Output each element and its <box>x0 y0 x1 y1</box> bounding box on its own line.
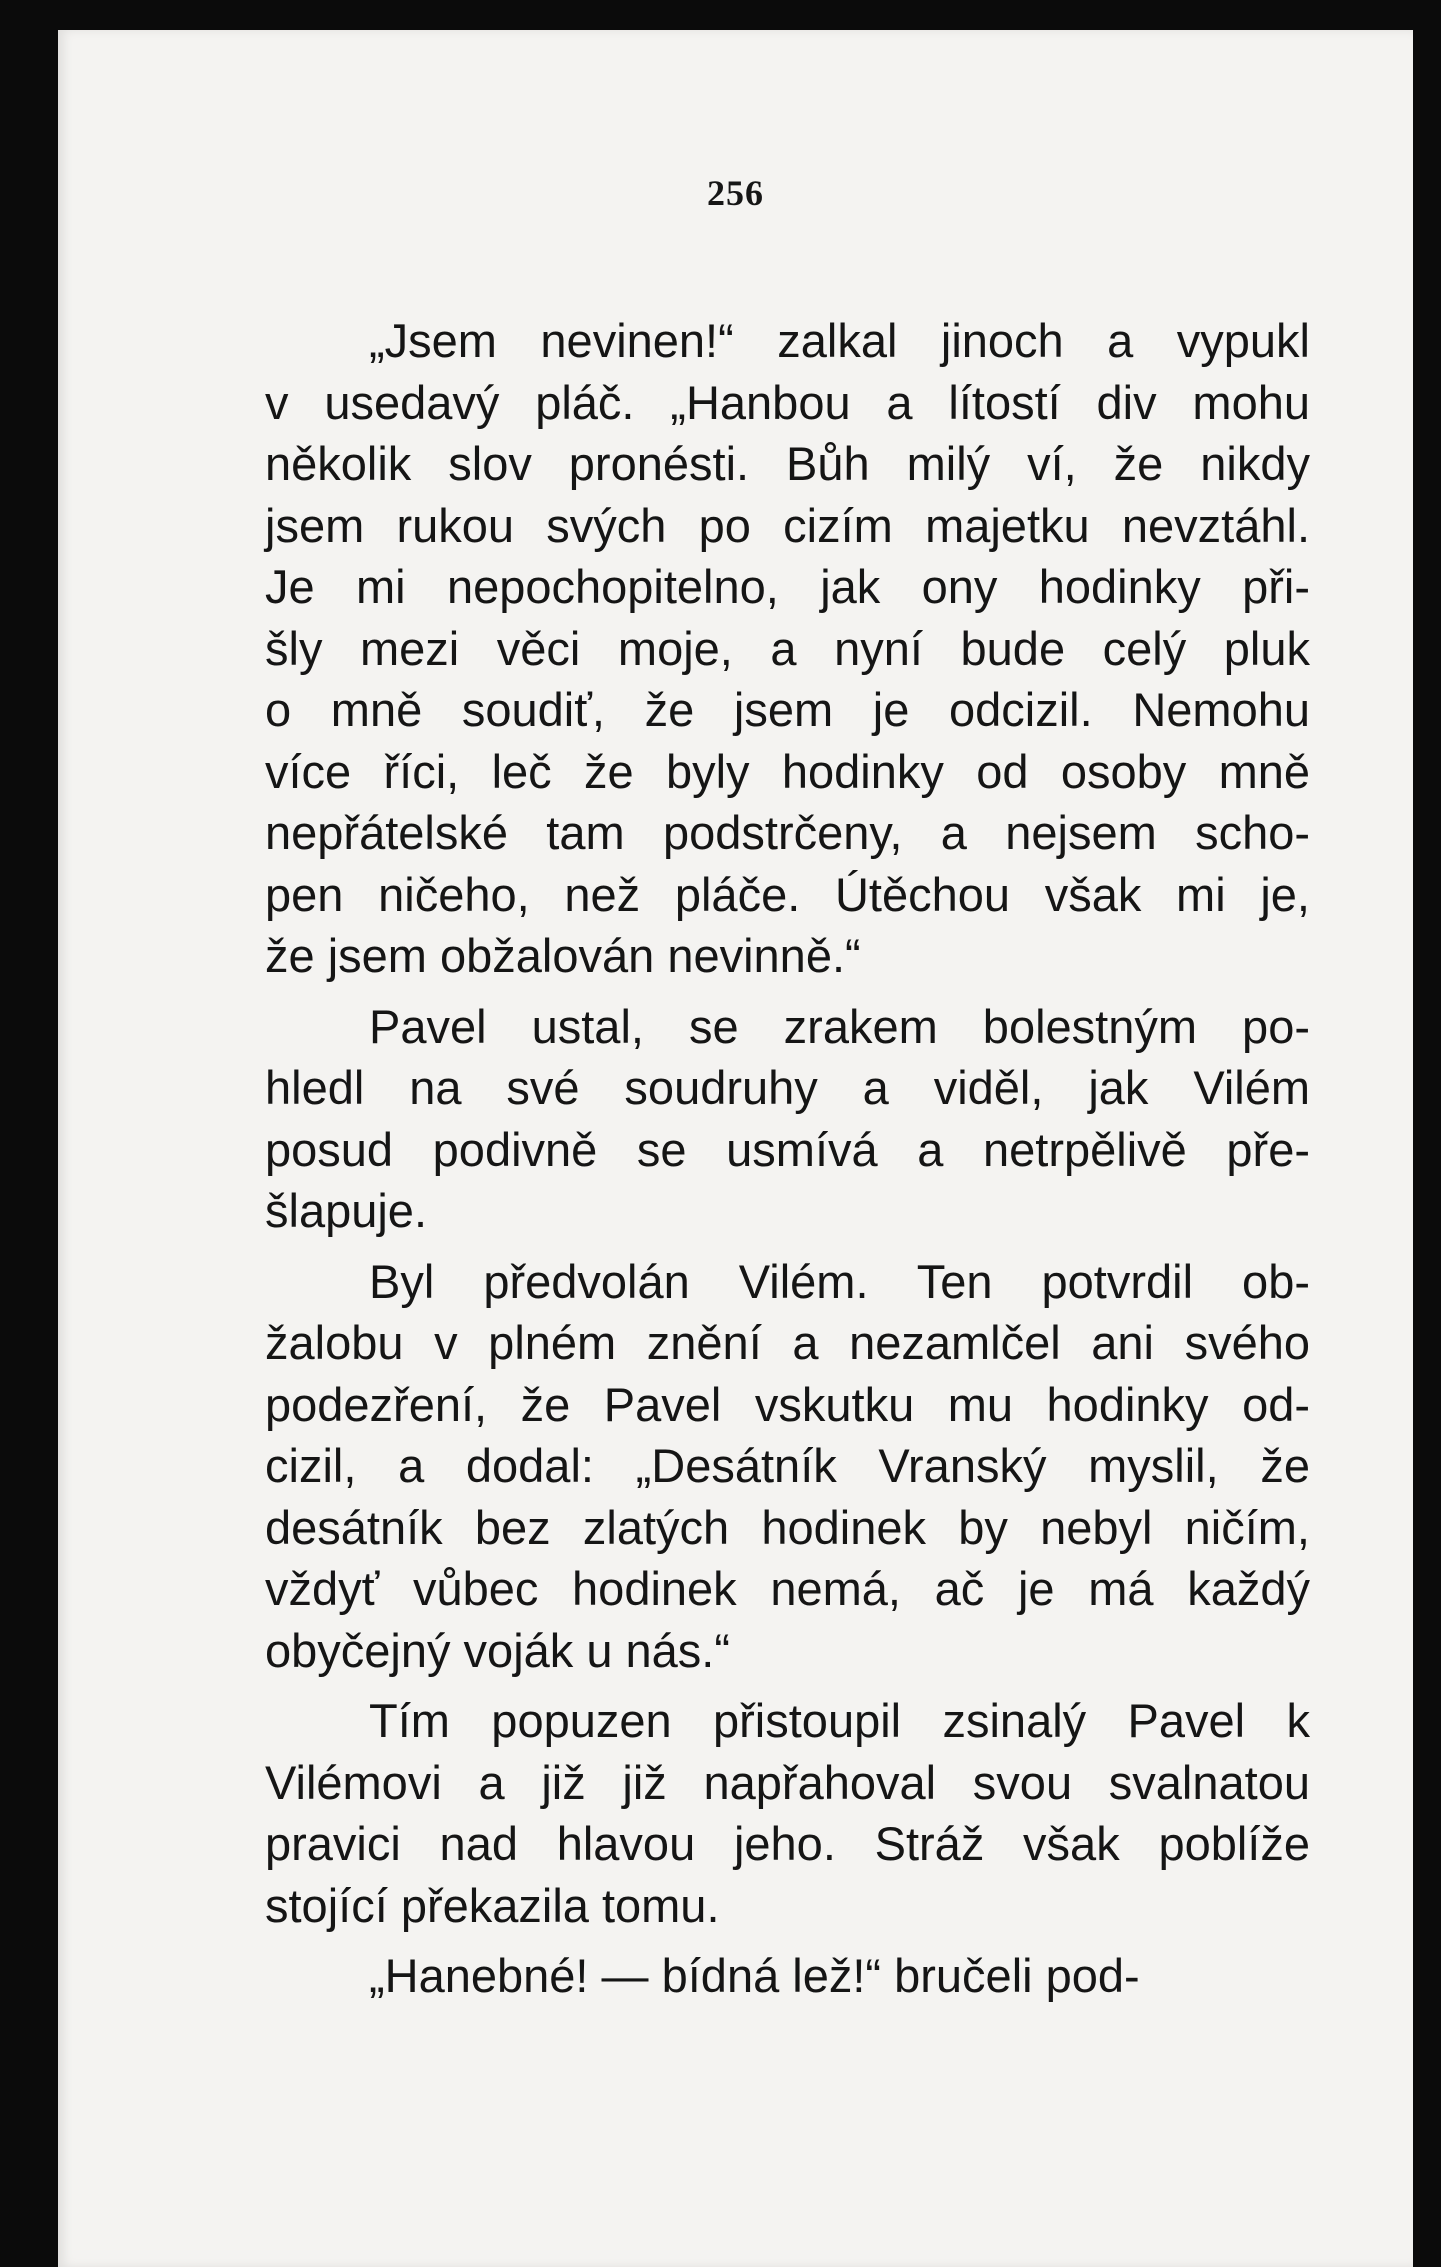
text-line: Je mi nepochopitelno, jak ony hodinky při- <box>265 560 1310 613</box>
text-line: hledl na své soudruhy a viděl, jak Vilém <box>265 1061 1310 1114</box>
text-line: stojící překazila tomu. <box>265 1878 720 1932</box>
text-line: o mně soudiť, že jsem je odcizil. Nemohu <box>265 683 1310 736</box>
paragraph <box>265 310 1310 987</box>
text-line: pravici nad hlavou jeho. Stráž však poblíže <box>265 1817 1310 1870</box>
scan-border-top <box>0 0 1441 30</box>
text-line: Byl předvolán Vilém. Ten potvrdil ob- <box>369 1254 1310 1308</box>
text-line: šlapuje. <box>265 1184 427 1237</box>
body-text <box>265 310 1310 2007</box>
text-line: desátník bez zlatých hodinek by nebyl ničím, <box>265 1500 1310 1554</box>
paragraph <box>265 996 1310 1242</box>
text-line: pen ničeho, než pláče. Útěchou však mi je, <box>265 867 1310 921</box>
text-line: několik slov pronésti. Bůh milý ví, že nikdy <box>265 437 1310 490</box>
book-page <box>58 30 1413 2267</box>
text-line: nepřátelské tam podstrčeny, a nejsem scho- <box>265 806 1310 859</box>
text-line: v usedavý pláč. „Hanbou a lítostí div mohu <box>265 375 1310 429</box>
text-line: žalobu v plném znění a nezamlčel ani svého <box>265 1316 1310 1369</box>
text-line: Vilémovi a již již napřahoval svou svalnatou <box>265 1755 1310 1809</box>
paragraph <box>265 1251 1310 1682</box>
scan-border-right <box>1413 0 1441 2267</box>
text-line: cizil, a dodal: „Desátník Vranský myslil, že <box>265 1439 1310 1492</box>
paragraph <box>265 1690 1310 1936</box>
text-line: šly mezi věci moje, a nyní bude celý pluk <box>265 621 1310 675</box>
page-number: 256 <box>707 173 764 213</box>
text-line: Pavel ustal, se zrakem bolestným po- <box>369 999 1310 1053</box>
text-line: Tím popuzen přistoupil zsinalý Pavel k <box>369 1694 1310 1747</box>
text-line: více říci, leč že byly hodinky od osoby mně <box>265 744 1310 798</box>
text-line: posud podivně se usmívá a netrpělivě pře- <box>265 1122 1310 1176</box>
text-line: podezření, že Pavel vskutku mu hodinky od- <box>265 1377 1310 1431</box>
text-line: jsem rukou svých po cizím majetku nevztáhl. <box>265 498 1310 552</box>
text-line: „Jsem nevinen!“ zalkal jinoch a vypukl <box>369 314 1310 367</box>
text-line: že jsem obžalován nevinně.“ <box>265 929 861 982</box>
text-line: „Hanebné! — bídná lež!“ bručeli pod- <box>369 1949 1140 2002</box>
text-line: vždyť vůbec hodinek nemá, ač je má každý <box>265 1562 1310 1615</box>
paragraph <box>265 1945 1310 2007</box>
text-line: obyčejný voják u nás.“ <box>265 1623 731 1677</box>
